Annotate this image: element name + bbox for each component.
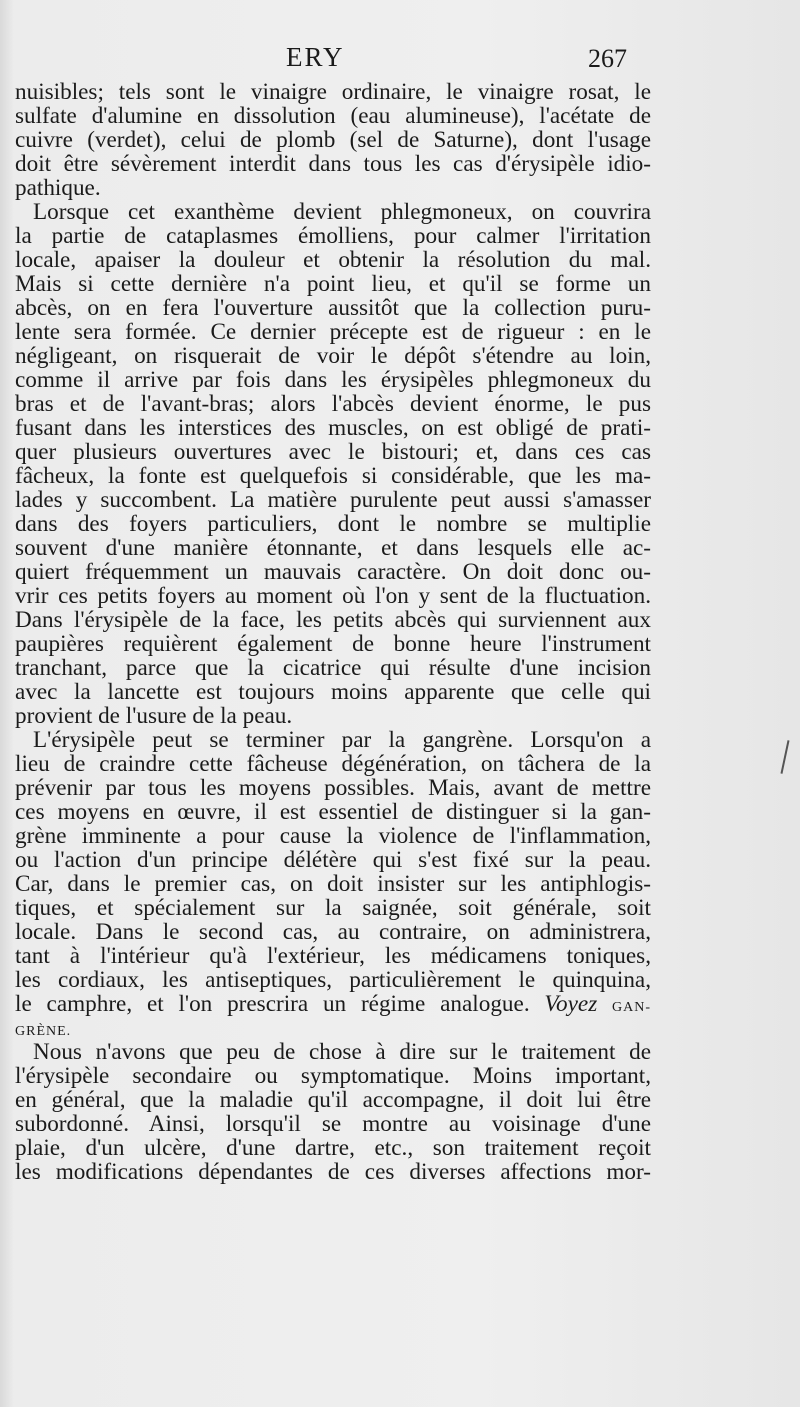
text-line: Lorsque cet exanthème devient phlegmoneux, on couvrira (33, 199, 651, 225)
text-line: Nous n'avons que peu de chose à dire sur le traitement de (33, 1039, 651, 1065)
text-fragment: le camphre, et l'on prescrira un régime analogue. (15, 991, 530, 1017)
text-line: nuisibles; tels sont le vinaigre ordinaire, le vinaigre rosat, le (15, 79, 651, 105)
text-line: sulfate d'alumine en dissolution (eau alumineuse), l'acétate de (15, 103, 651, 129)
cross-reference-smallcaps: GAN- (612, 1000, 652, 1015)
text-line: les cordiaux, les antiseptiques, particulièrement le quinquina, (15, 967, 651, 993)
text-line: la partie de cataplasmes émolliens, pour calmer l'irritation (15, 223, 651, 249)
text-line: quer plusieurs ouvertures avec le bistouri; et, dans ces cas (15, 439, 651, 465)
text-line: souvent d'une manière étonnante, et dans lesquels elle ac- (15, 535, 651, 561)
text-line-with-reference (15, 992, 651, 1016)
margin-pencil-mark (780, 740, 789, 774)
paragraph-1 (15, 80, 651, 200)
text-line: paupières requièrent également de bonne heure l'instrument (15, 631, 651, 657)
text-line: Dans l'érysipèle de la face, les petits abcès qui surviennent aux (15, 607, 651, 633)
text-line: ces moyens en œuvre, il est essentiel de distinguer si la gan- (15, 799, 651, 825)
cross-reference-smallcaps: GRÈNE. (15, 1024, 72, 1039)
page-header (0, 42, 800, 76)
text-line: l'érysipèle secondaire ou symptomatique. Moins important, (15, 1063, 651, 1089)
body-text (15, 80, 651, 1184)
text-line: Car, dans le premier cas, on doit insister sur les antiphlogis- (15, 871, 651, 897)
running-head: ERY (286, 42, 345, 72)
text-line: en général, que la maladie qu'il accompagne, il doit lui être (15, 1087, 651, 1113)
text-line: fâcheux, la fonte est quelquefois si considérable, que les ma- (15, 463, 651, 489)
paragraph-2 (15, 200, 651, 728)
text-line: comme il arrive par fois dans les érysipèles phlegmoneux du (15, 367, 651, 393)
text-line: grène imminente a pour cause la violence de l'inflammation, (15, 823, 651, 849)
text-line: vrir ces petits foyers au moment où l'on y sent de la fluctuation. (15, 583, 651, 609)
text-line: L'érysipèle peut se terminer par la gangrène. Lorsqu'on a (33, 727, 651, 753)
text-line: ou l'action d'un principe délétère qui s'est fixé sur la peau. (15, 847, 651, 873)
see-reference-italic: Voyez (544, 991, 598, 1017)
text-line: Mais si cette dernière n'a point lieu, et qu'il se forme un (15, 271, 651, 297)
text-line: pathique. (15, 175, 101, 201)
text-line: quiert fréquemment un mauvais caractère. On doit donc ou- (15, 559, 651, 585)
text-line: cuivre (verdet), celui de plomb (sel de Saturne), dont l'usage (15, 127, 651, 153)
text-line: doit être sévèrement interdit dans tous les cas d'érysipèle idio- (15, 151, 651, 177)
text-line: tiques, et spécialement sur la saignée, soit générale, soit (15, 895, 651, 921)
text-line: dans des foyers particuliers, dont le nombre se multiplie (15, 511, 651, 537)
paragraph-4 (15, 1040, 651, 1184)
text-line: locale, apaiser la douleur et obtenir la résolution du mal. (15, 247, 651, 273)
text-line: les modifications dépendantes de ces diverses affections mor- (15, 1159, 651, 1185)
text-line: plaie, d'un ulcère, d'une dartre, etc., son traitement reçoit (15, 1135, 651, 1161)
text-line: fusant dans les interstices des muscles, on est obligé de prati- (15, 415, 651, 441)
text-line: négligeant, on risquerait de voir le dépôt s'étendre au loin, (15, 343, 651, 369)
text-line: tranchant, parce que la cicatrice qui résulte d'une incision (15, 655, 651, 681)
text-line: lente sera formée. Ce dernier précepte est de rigueur : en le (15, 319, 651, 345)
text-line: provient de l'usure de la peau. (15, 703, 293, 729)
text-line (15, 1016, 651, 1040)
text-line: tant à l'intérieur qu'à l'extérieur, les médicamens toniques, (15, 943, 651, 969)
text-line: abcès, on en fera l'ouverture aussitôt que la collection puru- (15, 295, 651, 321)
text-line: avec la lancette est toujours moins apparente que celle qui (15, 679, 651, 705)
paragraph-3 (15, 728, 651, 1040)
text-line: bras et de l'avant-bras; alors l'abcès devient énorme, le pus (15, 391, 651, 417)
text-line: lieu de craindre cette fâcheuse dégénération, on tâchera de la (15, 751, 651, 777)
page-number: 267 (588, 44, 627, 73)
text-line: lades y succombent. La matière purulente peut aussi s'amasser (15, 487, 651, 513)
text-line: subordonné. Ainsi, lorsqu'il se montre au voisinage d'une (15, 1111, 651, 1137)
text-line: prévenir par tous les moyens possibles. Mais, avant de mettre (15, 775, 651, 801)
text-line: locale. Dans le second cas, au contraire, on administrera, (15, 919, 651, 945)
